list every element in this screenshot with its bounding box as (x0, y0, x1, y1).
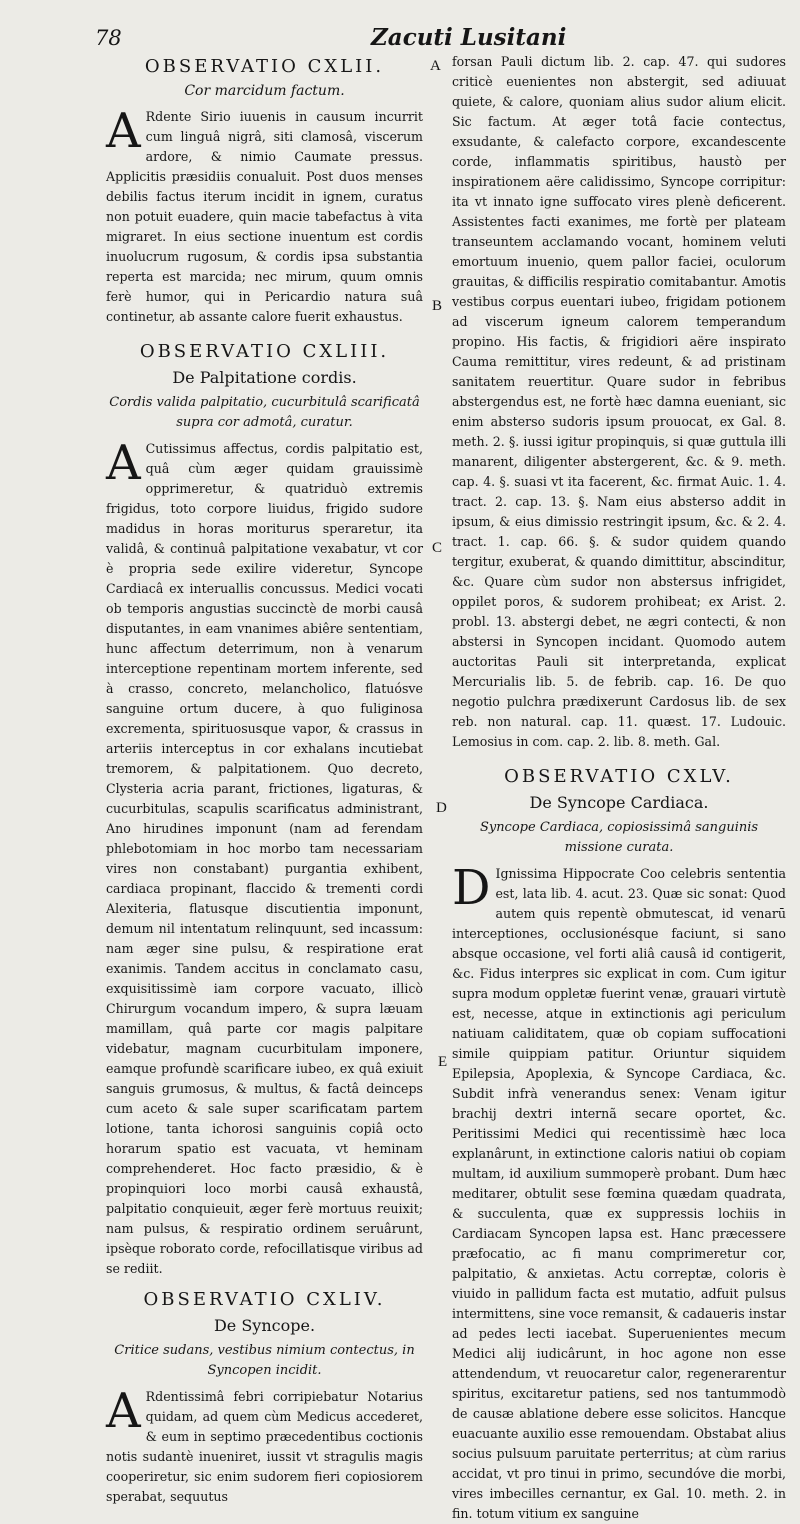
right-column (452, 52, 786, 1524)
margin-letter-d: D (436, 800, 447, 816)
observation-body (106, 435, 423, 1279)
section-title: De Syncope. (213, 1316, 316, 1335)
observation-heading: Cor marcidum factum. (184, 83, 345, 99)
observation-body (106, 1383, 423, 1507)
drop-cap: A (106, 435, 141, 491)
observation-142 (106, 56, 423, 327)
paragraph-text: Cutissimus affectus, cordis palpitatio est, quâ cùm æger quidam grauissimè opprimeretur, & quatriduò extremis frigidus, toto corpore liuidus, frigido sudore madidus in horas moriturus speraretur, ita validâ, & continuâ palpitatione vexabatur, vt cor è propria sede exilire videretur, Syncope Cardiacâ ex interuallis concussus. Medici vocati ob temporis angustias succinctè de morbi causâ disputantes, in eam vnanimes abiêre sententiam, hunc affectum deterrimum, non à venarum interceptione repentinam mortem inferente, sed à crasso, concreto, melancholico, flatuósve sanguine ortum ducere, à quo fuliginosa excrementa, spirituosusque vapor, & crassus in arteriis interceptus in cor exhalans incutiebat tremorem, & palpitationem. Quo decreto, Clysteria acria parant, frictiones, ligaturas, & cucurbitulas, scapulis scarificatus administrant, Ano hirudines imponunt (nam ad ferendam phlebotomiam in hoc morbo tam necessariam vires non constabant) purgantia exhibent, cardiaca propinant, flaccido & trementi cordi Alexiteria, flatusque discutientia imponunt, demum nil intentatum relinquunt, sed incassum: nam æger sine pulsu, & respiratione erat exanimis. Tandem accitus in conclamato casu, exquisitissimè iam corpore vacuato, illicò Chirurgum vocandum impero, & supra læuam mamillam, quâ parte cor magis palpitare videbatur, magnam cucurbitulam imponere, eamque profundè scarificare iubeo, ex quâ exiuit sanguis grumosus, & multus, & factâ deinceps cum aceto & sale super scarificatam partem lotione, tanta ichorosi sanguinis copiâ octo horarum spatio est vacuata, vt heminam comprehenderet. Hoc facto præsidio, & è propinquiori loco morbi causâ exhaustâ, palpitatio conquieuit, æger ferè mortuus reuixit; nam pulsus, & respiratio ordinem seruârunt, ipsèque roborato corde, refocillatisque viribus ad se rediit. (106, 441, 423, 1276)
page-number: 78 (95, 26, 122, 50)
observation-body (106, 103, 423, 327)
drop-cap: A (106, 1383, 141, 1439)
margin-letter-e: E (438, 1054, 448, 1070)
continuation-body (452, 52, 786, 752)
observation-summary: Cordis valida palpitatio, cucurbitulâ scarificatâ supra cor admotâ, curatur. (109, 395, 420, 430)
paragraph-text: Rdentissimâ febri corripiebatur Notarius quidam, ad quem cùm Medicus accederet, & eum in septimo præcedentibus coctionis notis sudantè inueniret, iussit vt stragulis magis cooperiretur, sic enim sudorem fieri copiosiorem sperabat, sequutus (106, 1389, 423, 1504)
margin-letter-c: C (432, 540, 443, 556)
observation-144 (106, 1289, 423, 1507)
paragraph-text: Ignissima Hippocrate Coo celebris sententia est, lata lib. 4. acut. 23. Quæ sic sonat: Quod autem quis repentè obmutescat, id venarū interceptiones, occlusionésque faciunt, si sano absque occasione, vel forti aliâ causâ id contigerit, &c. Fidus interpres sic explicat in com. Cum igitur supra modum oppletæ fuerint venæ, grauari virtutè est, necesse, atque in extinctionis agi periculum natiuam caliditatem, quæ ob copiam suffocationi simile quippiam patitur. Oriuntur siquidem Epilepsia, Apoplexia, & Syncope Cardiaca, &c. Subdit infrà venerandus senex: Venam igitur brachij dextri internã secare oportet, &c. Peritissimi Medici qui recentissimè hæc loca explanârunt, in extinctione caloris natiui ob copiam multam, id auxilium summoperè probant. Dum hæc meditarer, obtulit sese fœmina quædam quadrata, & succulenta, quæ ex suppressis lochiis in Cardiacam Syncopen lapsa est. Hanc præcessere præfocatio, ac fi manu comprimeretur cor, palpitatio, & anxietas. Actu correptæ, coloris è viuido in pallidum facta est mutatio, adfuit pulsus intermittens, sine voce remansit, & cadaueris instar ad pedes lecti iacebat. Superuenientes mecum Medici alij iudicârunt, in hoc agone non esse attendendum, vt reuocaretur calor, regenerarentur spiritus, excitaretur patiens, sed nos tantummodò de causæ ablatione debere esse solicitos. Hancque euacuante auxilio esse remouendam. Obstabat alius socius pulsuum paruitate perterritus; at cùm rarius accidat, vt pro tinui in primo, secundóve die morbi, vires imbecilles cernantur, ex Gal. 10. meth. 2. in fin. totum vitium ex sanguine (452, 866, 786, 1521)
observation-145 (452, 766, 786, 1524)
observation-title: OBSERVATIO CXLII. (144, 56, 385, 77)
observation-summary: Syncope Cardiaca, copiosissimâ sanguinis missione curata. (479, 820, 759, 855)
observation-title: OBSERVATIO CXLIII. (139, 341, 390, 362)
observation-title: OBSERVATIO CXLIV. (143, 1289, 386, 1310)
drop-cap: D (452, 860, 491, 916)
page-header (0, 22, 800, 52)
observation-summary: Critice sudans, vestibus nimium contectus, in Syncopen incidit. (114, 1343, 415, 1378)
drop-cap: A (106, 103, 141, 159)
paragraph-text: Rdente Sirio iuuenis in causum incurrit cum linguâ nigrâ, siti clamosâ, viscerum ardore, & nimio Caumate pressus. Applicitis præsidiis conualuit. Post duos menses debilis factus iterum incidit in ignem, curatus non potuit euadere, quin macie tabefactus à vita migraret. In eius sectione inuentum est cordis inuolucrum rugosum, & cordis ipsa substantia reperta est marcida; nec mirum, quum omnis ferè humor, qui in Pericardio natura suâ continetur, ab assante calore fuerit exhaustus. (106, 109, 423, 324)
observation-body (452, 860, 786, 1524)
running-head: Zacuti Lusitani (371, 24, 567, 51)
margin-letter-b: B (432, 298, 443, 314)
section-title: De Syncope Cardiaca. (529, 793, 709, 812)
section-title: De Palpitatione cordis. (172, 368, 357, 387)
margin-letter-a: A (430, 58, 441, 74)
left-column (106, 52, 423, 1507)
observation-143 (106, 341, 423, 1279)
continuation-text: forsan Pauli dictum lib. 2. cap. 47. qui sudores criticè euenientes non abstergit, sed adiuuat quiete, & calore, quoniam alius sudor alium elicit. Sic factum. At æger totâ facie contectus, exsudante, & calefacto corpore, excandescente corde, inflammatis spiritibus, haustò per inspirationem aëre calidissimo, Syncope corripitur: ita vt innato igne suffocato vires plenè deficerent. Assistentes facti exanimes, me fortè per plateam transeuntem acclamando vocant, hominem veluti emortuum inuenio, quem pallor faciei, oculorum grauitas, & difficilis respiratio comitabantur. Amotis vestibus corpus euentari iubeo, frigidam potionem ad viscerum igneum calorem temperandum propino. His factis, & frigidiori aëre inspirato Cauma remittitur, vires redeunt, & ad pristinam sanitatem reuertitur. Quare sudor in febribus abstergendus est, ne fortè hæc damna eueniant, sic enim absterso sudoris ipsum prouocat, ex Gal. 8. meth. 2. §. iussi igitur propinquis, si quæ guttula illi manarent, diligenter abstergerent, &c. & 9. meth. cap. 4. §. suasi vt ita facerent, &c. firmat Auic. 1. 4. tract. 2. cap. 13. §. Nam eius absterso addit in ipsum, & eius dimissio restringit ipsum, &c. & 2. 4. tract. 1. cap. 66. §. & sudor quidem quando tergitur, exuberat, & quando dimittitur, abscinditur, &c. Quare cùm sudor non abstersus infrigidet, oppilet poros, & sudorem prohibeat; ex Arist. 2. probl. 13. abstergi debet, ne ægri contecti, & non abstersi in Syncopen incidant. Quomodo autem auctoritas Pauli sit interpretanda, explicat Mercurialis lib. 5. de febrib. cap. 16. De quo negotio pulchra prædixerunt Cardosus lib. de sex reb. non natural. cap. 11. quæst. 17. Ludouic. Lemosius in com. cap. 2. lib. 8. meth. Gal. (452, 54, 786, 749)
observation-title: OBSERVATIO CXLV. (504, 766, 734, 787)
